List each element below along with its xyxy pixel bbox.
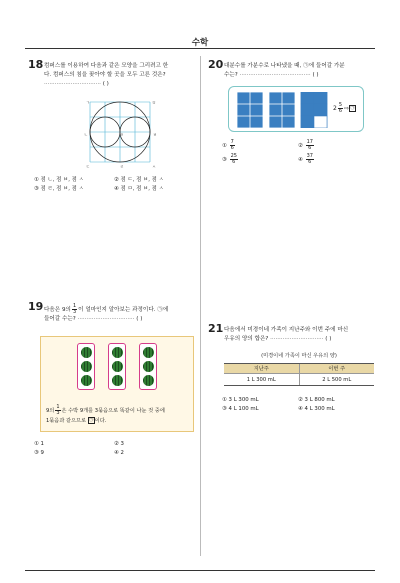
watermelon-group-1 [77, 343, 95, 390]
question-text-line1: 다음에서 미경이네 가족이 지난주와 이번 주에 마신 [224, 327, 349, 333]
watermelon-icon [81, 375, 92, 386]
arrow-icon: ⇨ [344, 105, 350, 112]
answer-blank[interactable]: ( ) [312, 72, 319, 78]
milk-table [224, 363, 374, 386]
question-number: 18 [28, 58, 44, 71]
q20-choices [222, 140, 382, 174]
watermelon-group-2 [108, 343, 126, 390]
table-row [224, 374, 374, 386]
choice-2[interactable]: ② $\frac{17}{6}$ [298, 139, 313, 151]
watermelon-icon [112, 361, 123, 372]
choice-3[interactable]: ③ $\frac{25}{6}$ [222, 153, 237, 165]
point-label-2: ㄴ [84, 132, 88, 137]
choice-4[interactable]: ④ 점 ㅁ, 점 ㅂ, 점 ㅅ [114, 186, 164, 192]
header-rule [25, 48, 375, 49]
choice-3[interactable]: ③ 9 [34, 450, 44, 456]
watermelon-icon [81, 361, 92, 372]
watermelon-icon [81, 347, 92, 358]
header-this-week: 이번 주 [299, 364, 374, 374]
choice-2[interactable]: ② 점 ㄷ, 점 ㅂ, 점 ㅅ [114, 177, 164, 183]
choice-2[interactable]: ② 3 [114, 441, 124, 447]
choice-3[interactable]: ③ 점 ㄹ, 점 ㅂ, 점 ㅅ [34, 186, 84, 192]
question-number: 19 [28, 300, 44, 313]
question-text-line2: 들어갈 수는? [44, 316, 76, 322]
choice-4[interactable]: ④ $\frac{37}{6}$ [298, 153, 313, 165]
watermelon-icon [143, 347, 154, 358]
question-text-line2: 수는? [224, 72, 238, 78]
page-header [0, 0, 400, 50]
subject-title: 수학 [191, 38, 209, 48]
choice-1[interactable]: ① 3 L 300 mL [222, 397, 259, 403]
choice-2[interactable]: ② 3 L 800 mL [298, 397, 335, 403]
question-text-line2: 다. 컴퍼스의 침을 꽂아야 할 곳을 모두 고른 것은? [44, 72, 166, 78]
choice-1[interactable]: ① 1 [34, 441, 44, 447]
q19-explanation: 9의 $\frac{1}{3}$ 은 수박 9개를 3묶음으로 똑같이 나눈 것 중에 1묶음과 같으므로 ㉠이다. [46, 404, 165, 424]
watermelon-icon [112, 375, 123, 386]
answer-dots: ········································ [239, 72, 311, 78]
answer-dots: ································ [77, 316, 135, 322]
value-last-week: 1 L 300 mL [224, 374, 299, 386]
answer-blank[interactable]: ( ) [325, 336, 332, 342]
mixed-number-expression: 2 $\frac{5}{6}$ ⇨㉠ [333, 102, 355, 114]
choice-4[interactable]: ④ 2 [114, 450, 124, 456]
point-label-4: ㄹ [120, 164, 124, 169]
answer-dots: ································ [44, 81, 101, 87]
point-label-3: ㄷ [86, 164, 90, 169]
answer-blank[interactable]: ( ) [102, 81, 109, 87]
footer-rule [25, 570, 375, 571]
value-this-week: 2 L 500 mL [299, 374, 374, 386]
choice-4[interactable]: ④ 4 L 300 mL [298, 406, 335, 412]
watermelon-icon [112, 347, 123, 358]
q19-watermelon-panel [40, 336, 194, 432]
point-label-1: ㄱ [86, 100, 90, 105]
point-label-8: ㅇ [120, 132, 124, 137]
question-18 [28, 58, 196, 182]
choice-1[interactable]: ① $\frac{7}{6}$ [222, 139, 234, 151]
question-19: 19 다음은 9의 $\frac{1}{3}$ 이 얼마인지 알아보는 과정이다. ㉠에 들어갈 수는? ································ ( ) [28, 300, 169, 322]
answer-dots: ······························ [270, 336, 324, 342]
choice-3[interactable]: ③ 4 L 100 mL [222, 406, 259, 412]
answer-box: ㉠ [88, 418, 94, 423]
choice-1[interactable]: ① 점 ㄴ, 점 ㅂ, 점 ㅅ [34, 177, 84, 183]
watermelon-group-3 [139, 343, 157, 390]
question-text-line1: 컴퍼스를 이용하여 다음과 같은 모양을 그리려고 한 [44, 63, 169, 69]
watermelon-icon [143, 361, 154, 372]
point-label-6: ㅂ [153, 132, 157, 137]
question-text-line2: 우유의 양의 합은? [224, 336, 269, 342]
point-label-5: ㅁ [152, 100, 156, 105]
point-label-7: ㅅ [152, 164, 156, 169]
q20-figure-box [228, 86, 364, 132]
table-header-row [224, 364, 374, 374]
q19-choices [34, 440, 194, 458]
q21-choices [222, 396, 382, 414]
q18-choices [34, 176, 196, 194]
question-number: 20 [208, 58, 224, 71]
column-divider [200, 56, 201, 556]
answer-box: ㉠ [350, 106, 355, 111]
milk-table-title: (미경이네 가족이 마신 우유의 양) [261, 353, 337, 359]
watermelon-icon [143, 375, 154, 386]
fraction-bars [237, 92, 337, 128]
question-number: 21 [208, 322, 224, 335]
question-text-line1: 대분수를 가분수로 나타냈을 때, ㉠에 들어갈 가분 [224, 63, 345, 69]
answer-blank[interactable]: ( ) [136, 316, 143, 322]
header-last-week: 지난주 [224, 364, 299, 374]
